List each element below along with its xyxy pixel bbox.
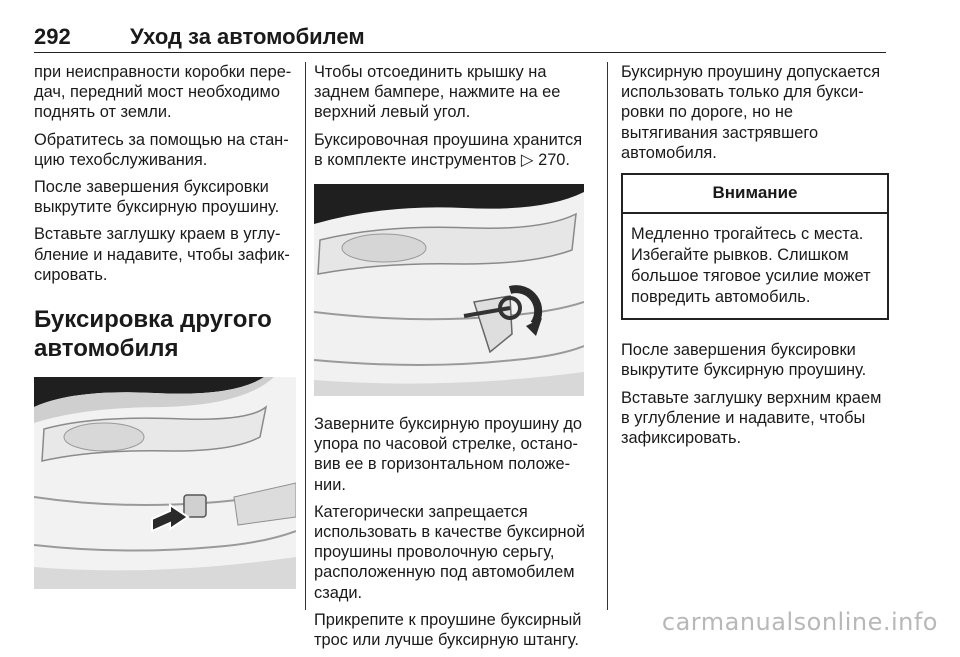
paragraph-text: Буксировочная проушина хранится в комплекте инструментов: [314, 130, 583, 169]
paragraph: Буксирную проушину допускается использовать только для букси-ровки по дороге, но не вытягивания застрявшего автомобиля.: [621, 63, 881, 162]
paragraph: Вставьте заглушку верхним краем в углубление и надавите, чтобы зафиксировать.: [621, 388, 882, 448]
paragraph: Прикрепите к проушине буксирный трос или лучше буксирную штангу.: [314, 610, 582, 650]
paragraph: [314, 130, 594, 170]
warning-title: Внимание: [623, 175, 887, 214]
paragraph: при неисправности коробки пере-дач, передний мост необходимо поднять от земли.: [34, 63, 292, 122]
paragraph: После завершения буксировки выкрутите буксирную проушину.: [621, 341, 867, 380]
tow-eye-installation-illustration: [314, 184, 584, 396]
column-2: [314, 62, 594, 657]
warning-text: Медленно трогайтесь с места. Избегайте рывков. Слишком большое тяговое усилие может повредить автомобиль.: [631, 225, 871, 307]
paragraph: Заверните буксирную проушину до упора по часовой стрелке, остано-вив ее в горизонтальном положе-нии.: [314, 415, 583, 494]
section-heading: Буксировка другого автомобиля: [34, 306, 272, 363]
column-3: [621, 62, 889, 455]
watermark: carmanualsonline.info: [661, 608, 938, 636]
page-header: [34, 18, 886, 53]
paragraph: Категорически запрещается использовать в качестве буксирной проушины проволочную серьгу, расположенную под автомобилем сзади.: [314, 502, 585, 602]
paragraph: Вставьте заглушку краем в углу-бление и надавите, чтобы зафик-сировать.: [34, 225, 290, 284]
column-divider: [607, 62, 608, 610]
triangle-right-icon: ▷: [520, 150, 534, 169]
rear-bumper-cover-illustration: [34, 377, 296, 589]
column-divider: [305, 62, 306, 610]
page-number: 292: [34, 24, 71, 49]
page-reference[interactable]: 270.: [538, 150, 570, 169]
paragraph: Чтобы отсоединить крышку на заднем бампере, нажмите на ее верхний левый угол.: [314, 63, 561, 122]
page-title: Уход за автомобилем: [130, 24, 365, 49]
paragraph: После завершения буксировки выкрутите буксирную проушину.: [34, 178, 280, 217]
paragraph: Обратитесь за помощью на стан-цию техобслуживания.: [34, 130, 289, 169]
warning-box: [621, 173, 889, 320]
column-1: [34, 62, 296, 589]
